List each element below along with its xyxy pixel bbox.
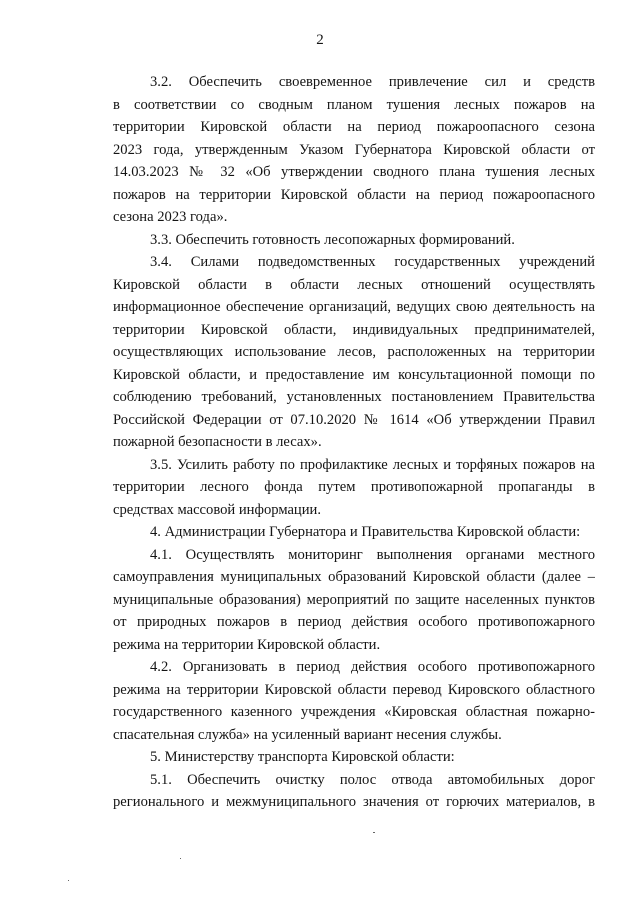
text-line: 4. Администрации Губернатора и Правительства Кировской области: <box>150 524 581 540</box>
text-line: от природных пожаров в период действия особого противопожарного <box>113 614 595 630</box>
text-line: 3.4. Силами подведомственных государственных учреждений <box>150 254 595 270</box>
text-line: в соответствии со сводным планом тушения лесных пожаров на <box>113 96 595 113</box>
text-line: пожарной безопасности в лесах». <box>113 434 322 450</box>
text-line: территории Кировской области, индивидуальных предпринимателей, <box>113 321 595 338</box>
text-line: территории Кировской области на период пожароопасного сезона <box>113 119 595 135</box>
text-line: спасательная служба» на усиленный вариант несения службы. <box>113 726 502 743</box>
paragraph-5-1 <box>113 769 595 814</box>
text-line: 3.5. Усилить работу по профилактике лесных и торфяных пожаров на <box>150 456 595 473</box>
text-line: пожаров на территории Кировской области на период пожароопасного <box>113 186 595 203</box>
text-line: 14.03.2023 № 32 «Об утверждении сводного плана тушения лесных <box>113 164 595 180</box>
text-line: средствах массовой информации. <box>113 501 322 518</box>
page-number: 2 <box>316 32 324 48</box>
paragraph-4-1 <box>113 544 595 657</box>
paragraph-5 <box>113 746 595 769</box>
text-line: соблюдению требований, установленных постановлением Правительства <box>113 389 595 405</box>
paragraph-3-2 <box>113 71 595 229</box>
text-line: Кировской области, и предоставление им консультационной помощи по <box>113 366 595 383</box>
text-line: территории лесного фонда путем противопожарной пропаганды в <box>113 479 595 495</box>
scan-speck <box>373 832 375 833</box>
paragraph-3-5 <box>113 454 595 522</box>
text-line: муниципальные образования) мероприятий по защите населенных пунктов <box>113 591 595 608</box>
text-line: 3.3. Обеспечить готовность лесопожарных формирований. <box>150 231 515 248</box>
text-line: сезона 2023 года». <box>113 209 228 225</box>
text-line: Российской Федерации от 07.10.2020 № 1614 «Об утверждении Правил <box>113 411 595 428</box>
text-line: самоуправления муниципальных образований Кировской области (далее – <box>113 569 595 585</box>
text-line: регионального и межмуниципального значения от горючих материалов, в <box>113 794 595 810</box>
text-line: 4.1. Осуществлять мониторинг выполнения органами местного <box>150 546 595 563</box>
text-line: 5. Министерству транспорта Кировской области: <box>150 749 455 765</box>
text-line: 5.1. Обеспечить очистку полос отвода автомобильных дорог <box>150 771 595 788</box>
scan-speck <box>68 880 69 881</box>
text-line: режима на территории Кировской области перевод Кировского областного <box>113 681 595 698</box>
text-line: 4.2. Организовать в период действия особого противопожарного <box>150 659 595 675</box>
text-line: 2023 года, утвержденным Указом Губернатора Кировской области от <box>113 141 595 158</box>
text-line: государственного казенного учреждения «Кировская областная пожарно- <box>113 704 595 720</box>
document-body <box>113 71 595 814</box>
text-line: Кировской области в области лесных отношений осуществлять <box>113 276 595 293</box>
paragraph-3-3 <box>113 229 595 252</box>
scan-speck <box>180 858 181 859</box>
text-line: режима на территории Кировской области. <box>113 636 381 653</box>
paragraph-4 <box>113 521 595 544</box>
paragraph-4-2 <box>113 656 595 746</box>
paragraph-3-4 <box>113 251 595 454</box>
text-line: информационное обеспечение организаций, ведущих свою деятельность на <box>113 299 595 315</box>
text-line: осуществляющих использование лесов, расположенных на территории <box>113 344 595 360</box>
text-line: 3.2. Обеспечить своевременное привлечение сил и средств <box>150 74 595 90</box>
